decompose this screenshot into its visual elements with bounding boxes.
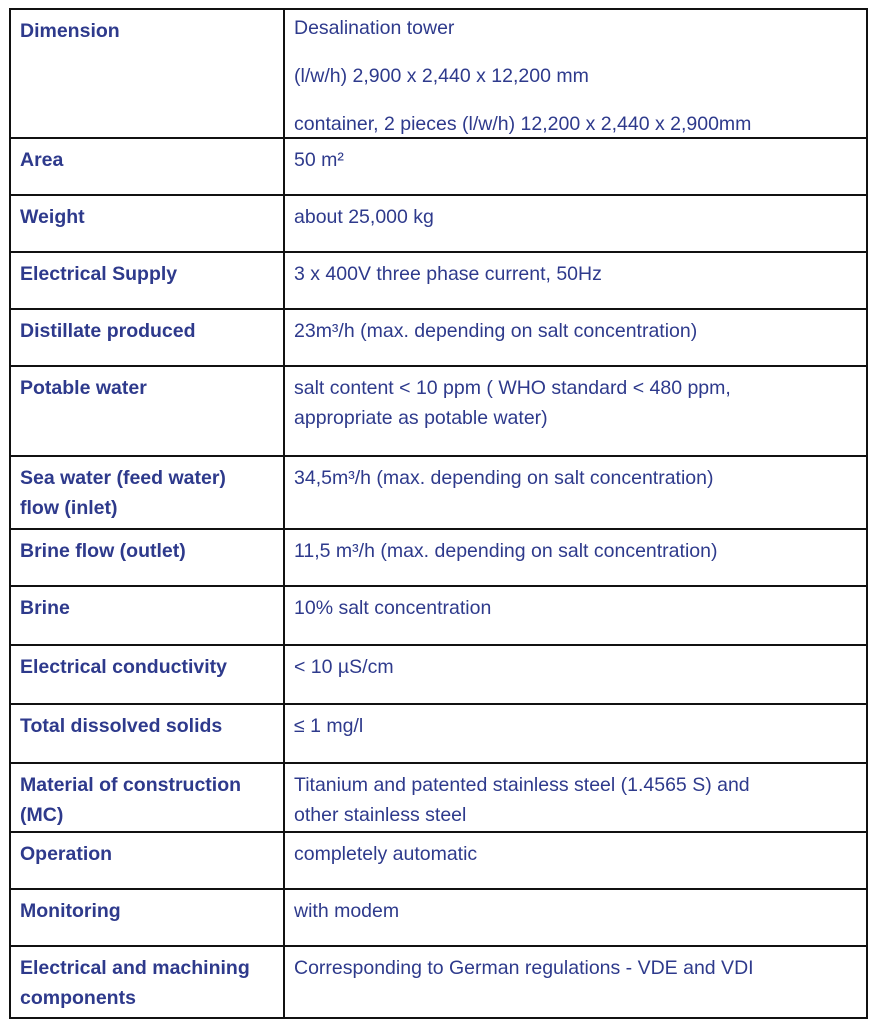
row-label <box>10 889 284 946</box>
row-value <box>284 889 867 946</box>
value-line: completely automatic <box>294 843 478 865</box>
table-row-brine-flow <box>10 529 867 586</box>
row-label <box>10 456 284 529</box>
label-line: Dimension <box>20 20 120 42</box>
row-value <box>284 946 867 1018</box>
table-row-total-dissolved-solids <box>10 704 867 763</box>
label-line: flow (inlet) <box>20 497 118 519</box>
table-row-area <box>10 138 867 195</box>
value-line: Desalination tower <box>294 17 455 39</box>
row-label <box>10 946 284 1018</box>
row-label <box>10 309 284 366</box>
row-label <box>10 529 284 586</box>
row-label <box>10 704 284 763</box>
value-line: container, 2 pieces (l/w/h) 12,200 x 2,440 x 2,900mm <box>294 113 752 135</box>
label-line: Potable water <box>20 377 147 399</box>
table-row-sea-water-flow <box>10 456 867 529</box>
label-line: (MC) <box>20 804 64 826</box>
value-line: appropriate as potable water) <box>294 407 548 429</box>
value-line: < 10 µS/cm <box>294 656 394 678</box>
row-label <box>10 832 284 889</box>
row-label <box>10 195 284 252</box>
value-line: (l/w/h) 2,900 x 2,440 x 12,200 mm <box>294 65 589 87</box>
row-label <box>10 366 284 456</box>
label-line: Brine <box>20 597 70 619</box>
row-value <box>284 309 867 366</box>
row-value <box>284 252 867 309</box>
row-value <box>284 9 867 138</box>
label-line: Material of construction <box>20 774 242 796</box>
label-line: Sea water (feed water) <box>20 467 226 489</box>
table-row-weight <box>10 195 867 252</box>
label-line: Monitoring <box>20 900 121 922</box>
table-row-monitoring <box>10 889 867 946</box>
table-row-distillate-produced <box>10 309 867 366</box>
row-label <box>10 586 284 645</box>
label-line: Electrical Supply <box>20 263 178 285</box>
row-value <box>284 645 867 704</box>
value-line: 10% salt concentration <box>294 597 492 619</box>
row-value <box>284 586 867 645</box>
row-label <box>10 138 284 195</box>
row-value <box>284 138 867 195</box>
value-line: other stainless steel <box>294 804 467 826</box>
table-row-potable-water <box>10 366 867 456</box>
table-row-material-of-construction <box>10 763 867 832</box>
row-value <box>284 832 867 889</box>
row-label <box>10 763 284 832</box>
table-row-electrical-machining-components <box>10 946 867 1018</box>
label-line: Operation <box>20 843 113 865</box>
value-line: Titanium and patented stainless steel (1.4565 S) and <box>294 774 750 796</box>
label-line: Electrical conductivity <box>20 656 227 678</box>
value-line: 3 x 400V three phase current, 50Hz <box>294 263 602 285</box>
label-line: components <box>20 987 136 1009</box>
value-line: with modem <box>294 900 400 922</box>
label-line: Total dissolved solids <box>20 715 223 737</box>
row-value <box>284 763 867 832</box>
label-line: Electrical and machining <box>20 957 250 979</box>
value-line: Corresponding to German regulations - VDE and VDI <box>294 957 754 979</box>
row-label <box>10 252 284 309</box>
table-row-dimension <box>10 9 867 138</box>
row-value <box>284 529 867 586</box>
specification-table <box>9 8 868 1019</box>
table-row-operation <box>10 832 867 889</box>
label-line: Weight <box>20 206 85 228</box>
row-label <box>10 645 284 704</box>
value-line: 34,5m³/h (max. depending on salt concentration) <box>294 467 714 489</box>
value-line: 50 m² <box>294 149 344 171</box>
value-line: ≤ 1 mg/l <box>294 715 364 737</box>
label-line: Brine flow (outlet) <box>20 540 186 562</box>
value-line: salt content < 10 ppm ( WHO standard < 480 ppm, <box>294 377 731 399</box>
value-line: 23m³/h (max. depending on salt concentration) <box>294 320 698 342</box>
label-line: Area <box>20 149 64 171</box>
table-row-electrical-conductivity <box>10 645 867 704</box>
value-line: about 25,000 kg <box>294 206 434 228</box>
row-value <box>284 366 867 456</box>
row-label <box>10 9 284 138</box>
value-line: 11,5 m³/h (max. depending on salt concentration) <box>294 540 718 562</box>
table-row-electrical-supply <box>10 252 867 309</box>
row-value <box>284 456 867 529</box>
row-value <box>284 195 867 252</box>
label-line: Distillate produced <box>20 320 196 342</box>
row-value <box>284 704 867 763</box>
table-row-brine <box>10 586 867 645</box>
